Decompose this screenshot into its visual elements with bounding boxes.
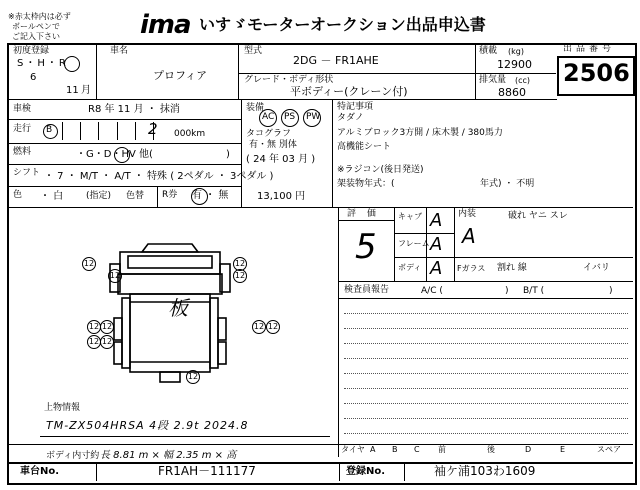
shaken-label: 車検: [13, 104, 32, 114]
glass-label: Fガラス: [457, 264, 486, 273]
inspector-ac-close: ): [505, 286, 509, 296]
tire-grade-d: D: [525, 445, 532, 454]
model-label: 型式: [244, 46, 263, 56]
interior-label: 内装: [458, 209, 477, 219]
cab-grade: A: [430, 210, 443, 231]
damage-label-9: 12: [252, 320, 266, 334]
damage-label-4: 12: [233, 269, 247, 283]
damage-label-3: 12: [108, 269, 122, 283]
equipment-pw: PW: [306, 112, 321, 122]
frame-label: フレーム: [398, 239, 430, 248]
body-grade: A: [430, 258, 443, 279]
ima-logo: ima: [140, 10, 191, 40]
special-line-3: 高機能シート: [337, 142, 392, 152]
tacho-options: 有・無 別体: [249, 140, 297, 150]
damage-label-2: 12: [233, 257, 247, 271]
color-designation: (指定): [86, 191, 112, 201]
report-line: [344, 373, 628, 374]
reg-era: S・H・R: [17, 58, 68, 69]
body-dims-label: ボディ内寸約: [46, 451, 100, 461]
tire-front: 前: [438, 445, 446, 454]
damage-label-7: 12: [87, 335, 101, 349]
model-value: 2DG － FR1AHE: [293, 54, 379, 67]
lot-number: 2506: [563, 59, 630, 87]
color-value: ・ 白: [40, 191, 64, 202]
grade-value: 平ボディー(クレーン付): [290, 85, 408, 98]
reg-month: 11: [66, 85, 79, 96]
body-dims-value: 長 8.81 m × 幅 2.35 m × 高: [100, 450, 237, 461]
cab-label: キャブ: [398, 212, 422, 221]
lot-caption: 出品番号: [563, 44, 616, 54]
grade-label: グレード・ボディ形状: [244, 75, 334, 85]
frame-no-value: FR1AH－111177: [158, 464, 256, 478]
reg-label: 初度登録: [13, 46, 50, 56]
tacho-date: ( 24 年 03 月 ): [246, 154, 316, 165]
shift-label: シフト: [13, 168, 41, 178]
interior-grade: A: [462, 224, 476, 248]
report-line: [344, 433, 628, 434]
car-name-label: 車名: [110, 46, 129, 56]
tacho-label: タコグラフ: [246, 129, 292, 139]
tire-grade-c: C: [414, 445, 420, 454]
report-line: [344, 388, 628, 389]
rtax-value: 有 ・ 無: [192, 190, 229, 201]
color-change-label: 色替: [126, 191, 145, 201]
displacement-label: 排気量: [479, 75, 507, 85]
damage-label-1: 12: [82, 257, 96, 271]
fuel-close: ): [226, 149, 230, 160]
mileage-unit: 000km: [174, 129, 206, 139]
damage-options-2: イバリ: [583, 263, 610, 273]
shift-value: ・ 7 ・ M/T ・ A/T ・ 特殊 ( 2ペダル ・ 3ペダル ): [44, 171, 274, 182]
capacity-unit: (kg): [508, 47, 524, 56]
bed-mark: 板: [168, 296, 188, 320]
reg-month-unit: 月: [81, 85, 91, 96]
report-line: [344, 403, 628, 404]
special-line-2: アルミブロック3方開 / 床木製 / 380馬力: [337, 128, 503, 138]
report-line: [344, 358, 628, 359]
damage-label-8: 12: [100, 335, 114, 349]
frame-no-label: 車台No.: [20, 466, 60, 477]
inspector-ac: A/C (: [421, 286, 443, 296]
tire-grade-b: B: [392, 445, 398, 454]
fuel-label: 燃料: [13, 147, 32, 157]
note-line-1: ※赤太枠内は必ず: [8, 12, 71, 21]
plate-value: 袖ケ浦103わ1609: [434, 464, 536, 478]
report-line: [344, 418, 628, 419]
rtax-amount: 13,100 円: [257, 191, 306, 202]
era-r-circle: [64, 56, 80, 72]
form-title: いすゞモーターオークション出品申込書: [199, 15, 486, 34]
report-line: [344, 328, 628, 329]
reg-year: 6: [30, 72, 37, 83]
mileage-digit-boxes: [62, 122, 154, 140]
vehicle-diagram: [80, 232, 250, 392]
mileage-marker: B: [46, 125, 53, 135]
body-label: ボディ: [398, 263, 422, 272]
equipment-ac: AC: [262, 112, 275, 122]
special-mount-tail: 年式) ・ 不明: [480, 179, 535, 189]
capacity-label: 積載: [479, 46, 498, 56]
mileage-label: 走行: [13, 124, 32, 134]
damage-label-6: 12: [100, 320, 114, 334]
tire-grade-e: E: [560, 445, 566, 454]
special-radio: ※ラジコン(後日発送): [337, 165, 424, 175]
inspector-bt: B/T (: [523, 286, 545, 296]
note-line-3: ご記入下さい: [12, 32, 60, 41]
note-line-2: ボールペンで: [12, 22, 60, 31]
special-line-1: タダノ: [337, 113, 364, 123]
inspector-bt-close: ): [609, 286, 613, 296]
report-line: [344, 313, 628, 314]
special-mount-label: 架装物年式：(: [337, 179, 395, 189]
damage-label-10: 12: [266, 320, 280, 334]
rtax-label: R券: [162, 190, 178, 200]
tire-spare: スペア: [597, 445, 621, 454]
fuel-d-circle: [114, 147, 130, 163]
rating-label: 評 価: [347, 209, 380, 219]
damage-label-11: 12: [186, 370, 200, 384]
glass-options: 割れ 線: [497, 263, 527, 273]
tire-header: タイヤ: [341, 445, 365, 454]
frame-grade: A: [430, 234, 443, 255]
cargo-label: 上物情報: [44, 403, 81, 413]
damage-options: 破れ ヤニ スレ: [508, 211, 568, 221]
equipment-ps: PS: [284, 112, 296, 122]
equipment-label: 装備: [246, 103, 265, 113]
tire-rear: 後: [487, 445, 495, 454]
displacement-unit: (cc): [515, 76, 531, 85]
shaken-value: R8 年 11 月 ・ 抹消: [88, 104, 180, 115]
mileage-digit: 2: [148, 120, 158, 138]
report-line: [344, 343, 628, 344]
special-label: 特記事項: [337, 102, 374, 112]
capacity-value: 12900: [497, 58, 532, 71]
rating-score: 5: [355, 227, 377, 267]
color-label: 色: [13, 190, 23, 200]
fuel-options: ・G・D・HV 他(: [76, 149, 153, 160]
car-name-value: プロフィア: [153, 69, 208, 82]
plate-label: 登録No.: [346, 466, 386, 477]
cargo-value: TM-ZX504HRSA 4段 2.9t 2024.8: [46, 419, 249, 432]
tire-grade-a: A: [370, 445, 376, 454]
inspector-label: 検査員報告: [344, 285, 390, 295]
displacement-value: 8860: [498, 86, 526, 99]
damage-label-5: 12: [87, 320, 101, 334]
